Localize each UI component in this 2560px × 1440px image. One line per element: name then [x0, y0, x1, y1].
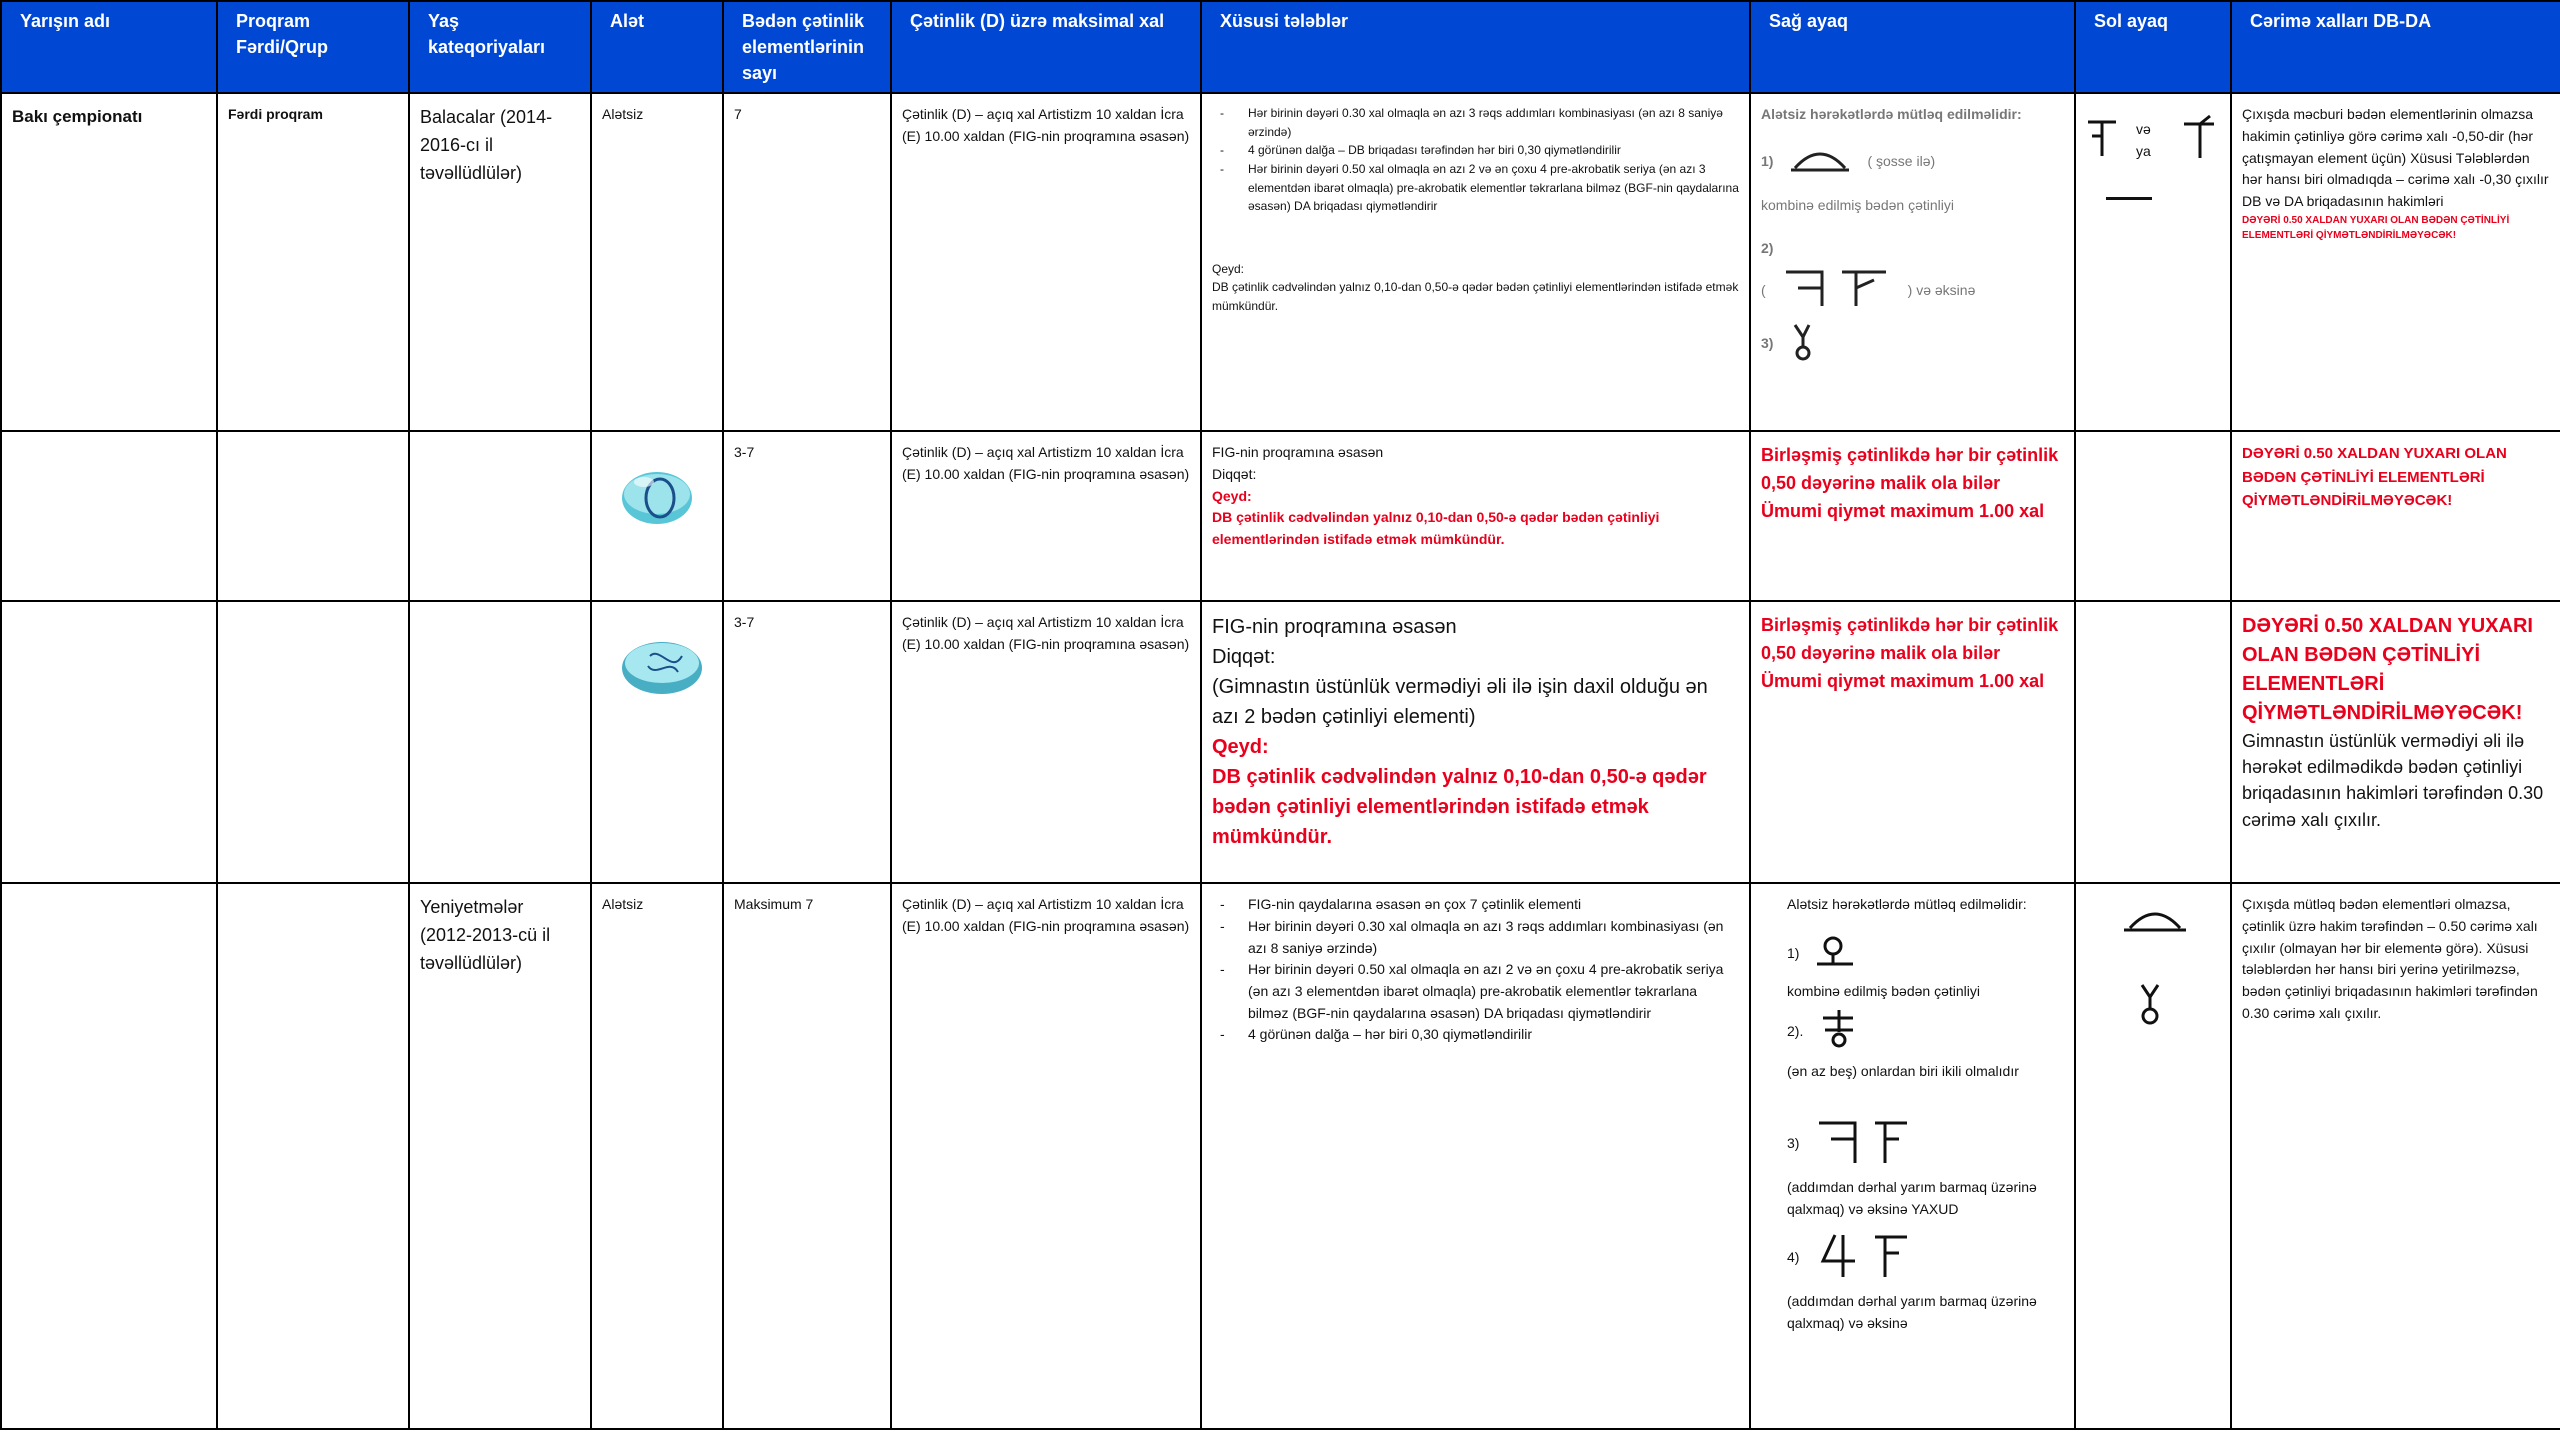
left-foot-text: və ya [2136, 120, 2151, 159]
right-foot-max: Ümumi qiymət maximum 1.00 xal [1761, 501, 2045, 522]
note-title: Qeyd: [1212, 487, 1252, 504]
element-count: 3-7 [723, 431, 891, 601]
table-row [1, 93, 2560, 431]
chaine-symbol-icon [2122, 902, 2220, 943]
table-row [1, 431, 2560, 601]
age-category: Yeniyetmələr (2012-2013-cü il təvəllüdlülər) [409, 883, 591, 1429]
jump-symbol-icon [2136, 981, 2220, 1034]
list-item: - Hər birinin dəyəri 0.50 xal olmaqla ən azı 2 və ən çoxu 4 pre-akrobatik seriya (ən azı 3 elementdən ibarət olmaqla) pre-akrobatik elementlər təkrarlana bilməz (BGF-nin qaydalarına əsasən) DA briqadası qiymətləndirir [1212, 160, 1739, 216]
special-line: FIG-nin proqramına əsasən [1212, 616, 1457, 639]
header-special: Xüsusi tələblər [1201, 1, 1750, 93]
right-foot-item3: (addımdan dərhal yarım barmaq üzərinə qalxmaq) və əksinə YAXUD [1787, 1179, 2037, 1218]
penalty-cell: Çıxışda mütləq bədən elementləri olmazsa, çətinlik üzrə hakim tərəfindən – 0.50 cərimə xalı çıxılır (olmayan hər bir elementə görə). Xüsusi tələblərdən hər hansı biri yerinə yetirilməzsə, bədən çətinliyi briqadasının hakimləri tərəfindən 0.30 cərimə xalı çıxılır. [2231, 883, 2560, 1429]
age-category: Balacalar (2014-2016-cı il təvəllüdlülər) [409, 93, 591, 431]
note-text: DB çətinlik cədvəlindən yalnız 0,10-dan 0,50-ə qədər bədən çətinliyi elementlərindən istifadə etmək mümkündür. [1212, 280, 1739, 314]
special-line: (Gimnastın üstünlük vermədiyi əli ilə işin daxil olduğu ən azı 2 bədən çətinliyi elementi) [1212, 676, 1708, 729]
special-requirements [1201, 431, 1750, 601]
chaine-symbol-icon [1789, 144, 1851, 181]
note-title: Qeyd: [1212, 261, 1245, 276]
right-foot-combined: kombinə edilmiş bədən çətinliyi [1761, 196, 1954, 213]
right-foot-cell [1750, 431, 2075, 601]
list-item: - Hər birinin dəyəri 0.50 xal olmaqla ən azı 2 və ən çoxu 4 pre-akrobatik seriya (ən azı 3 elementdən ibarət olmaqla) pre-akrobatik elementlər təkrarlana bilməz (BGF-nin qaydalarına əsasən) DA briqadası qiymətləndirir [1212, 959, 1739, 1024]
header-right-foot: Sağ ayaq [1750, 1, 2075, 93]
element-count: Maksimum 7 [723, 883, 891, 1429]
right-foot-intro: Alətsiz hərəkətlərdə mütləq edilməlidir: [1787, 896, 2027, 913]
note-title: Qeyd: [1212, 736, 1269, 759]
passe-symbol-icon [1815, 934, 1855, 975]
pivot-symbol-icon [1815, 1117, 1911, 1172]
difficulty-text: Çətinlik (D) – açıq xal Artistizm 10 xaldan İcra (E) 10.00 xaldan (FIG-nin proqramına əsasən) [891, 93, 1201, 431]
apparatus-cell [591, 431, 723, 601]
ball-icon [620, 638, 704, 696]
element-count: 3-7 [723, 601, 891, 883]
table-row [1, 601, 2560, 883]
difficulty-text: Çətinlik (D) – açıq xal Artistizm 10 xaldan İcra (E) 10.00 xaldan (FIG-nin proqramına əsasən) [891, 601, 1201, 883]
special-line: Diqqət: [1212, 646, 1276, 669]
difficulty-text: Çətinlik (D) – açıq xal Artistizm 10 xaldan İcra (E) 10.00 xaldan (FIG-nin proqramına əsasən) [891, 431, 1201, 601]
special-line: Diqqət: [1212, 465, 1257, 482]
table-row [1, 883, 2560, 1429]
list-item: - 4 görünən dalğa – DB briqadası tərəfindən hər biri 0,30 qiymətləndirilir [1212, 141, 1739, 160]
penalty-cell [2231, 93, 2560, 431]
list-item: - Hər birinin dəyəri 0.30 xal olmaqla ən azı 3 rəqs addımları kombinasiyası (ən azı 8 saniyə ərzində) [1212, 916, 1739, 959]
special-requirements [1201, 93, 1750, 431]
right-foot-item4: (addımdan dərhal yarım barmaq üzərinə qalxmaq) və əksinə [1787, 1293, 2037, 1332]
hoop-icon [620, 468, 694, 526]
right-foot-item1: ( şosse ilə) [1867, 153, 1936, 170]
penalty-text: Gimnastın üstünlük vermədiyi əli ilə hərəkət edilmədikdə bədən çətinliyi briqadasının hakimləri tərəfindən 0.30 cərimə xalı çıxılır. [2242, 731, 2544, 830]
note-text: DB çətinlik cədvəlindən yalnız 0,10-dan 0,50-ə qədər bədən çətinliyi elementlərindən istifadə etmək mümkündür. [1212, 509, 1660, 548]
penalty-cell [2231, 601, 2560, 883]
right-foot-warning: Birləşmiş çətinlikdə hər bir çətinlik 0,50 dəyərinə malik ola bilər [1761, 615, 2059, 664]
competition-name: Bakı çempionatı [1, 93, 217, 431]
list-item: - Hər birinin dəyəri 0.30 xal olmaqla ən azı 3 rəqs addımları kombinasiyası (ən azı 8 saniyə ərzində) [1212, 104, 1739, 141]
right-foot-cell [1750, 601, 2075, 883]
right-foot-cell: Alətsiz hərəkətlərdə mütləq edilməlidir: 1) kombinə edilmiş bədən çətinliyi 2). (ən az beş) onlardan biri ikili olmalıdır 3) (addımdan dərhal yarım barmaq üzərinə qalxmaq) və əksinə YAXUD 4) (addımdan dərhal yarım barmaq üzərinə qalxmaq) və əksinə [1750, 883, 2075, 1429]
special-list [1212, 894, 1739, 1046]
apparatus: Alətsiz [591, 883, 723, 1429]
special-list [1212, 104, 1739, 216]
dash-symbol-icon [2106, 197, 2152, 200]
right-foot-cell: Alətsiz hərəkətlərdə mütləq edilməlidir: 1) ( şosse ilə) kombinə edilmiş bədən çətinliyi 2) ( ) və əksinə 3) [1750, 93, 2075, 431]
header-row [1, 1, 2560, 93]
penalty-warning: DƏYƏRİ 0.50 XALDAN YUXARI OLAN BƏDƏN ÇƏTİNLİYİ ELEMENTLƏRİ QİYMƏTLƏNDİRİLMƏYƏCƏK! [2242, 615, 2533, 725]
right-foot-warning: Birləşmiş çətinlikdə hər bir çətinlik 0,50 dəyərinə malik ola bilər [1761, 445, 2059, 494]
program-type: Fərdi proqram [217, 93, 409, 431]
penalty-warning: DƏYƏRİ 0.50 XALDAN YUXARI OLAN BƏDƏN ÇƏTİNLİYİ ELEMENTLƏRİ QİYMƏTLƏNDİRİLMƏYƏCƏK! [2242, 445, 2507, 509]
right-foot-item2: (ən az beş) onlardan biri ikili olmalıdır [1787, 1063, 2019, 1080]
special-requirements [1201, 601, 1750, 883]
left-foot-cell [2075, 883, 2231, 1429]
arabesque-symbol-icon [2180, 114, 2220, 167]
header-penalty: Cərimə xalları DB-DA [2231, 1, 2560, 93]
apparatus-cell [591, 601, 723, 883]
difficulty-text: Çətinlik (D) – açıq xal Artistizm 10 xaldan İcra (E) 10.00 xaldan (FIG-nin proqramına əsasən) [891, 883, 1201, 1429]
balance-pair-symbol-icon [1815, 1231, 1911, 1286]
header-left-foot: Sol ayaq [2075, 1, 2231, 93]
turn-symbol-icon [1819, 1008, 1859, 1055]
apparatus: Alətsiz [591, 93, 723, 431]
header-count: Bədən çətinlik elementlərinin sayı [723, 1, 891, 93]
penalty-text: Çıxışda məcburi bədən elementlərinin olmazsa hakimin çətinliyə görə cərimə xalı -0,50-dir (hər çatışmayan element üçün) Xüsusi Tələblərdən hər hansı biri olmadıqda – cərimə xalı -0,30 çıxılır DB və DA briqadasının hakimləri [2242, 106, 2549, 210]
note-text: DB çətinlik cədvəlindən yalnız 0,10-dan 0,50-ə qədər bədən çətinliyi elementlərindən istifadə etmək mümkündür. [1212, 766, 1707, 849]
header-program: Proqram Fərdi/Qrup [217, 1, 409, 93]
left-foot-cell [2075, 93, 2231, 431]
header-difficulty: Çətinlik (D) üzrə maksimal xal [891, 1, 1201, 93]
pivot-symbol-icon [1782, 266, 1892, 315]
jump-symbol-icon [1789, 321, 1819, 368]
right-foot-item2: ) və əksinə [1907, 281, 1976, 298]
right-foot-max: Ümumi qiymət maximum 1.00 xal [1761, 671, 2045, 692]
penalty-warning: DƏYƏRİ 0.50 XALDAN YUXARI OLAN BƏDƏN ÇƏTİNLİYİ ELEMENTLƏRİ QİYMƏTLƏNDİRİLMƏYƏCƏK! [2242, 214, 2510, 241]
header-apparatus: Alət [591, 1, 723, 93]
list-item: - FIG-nin qaydalarına əsasən ən çox 7 çətinlik elementi [1212, 894, 1739, 916]
special-requirements [1201, 883, 1750, 1429]
element-count: 7 [723, 93, 891, 431]
right-foot-intro: Alətsiz hərəkətlərdə mütləq edilməlidir: [1761, 106, 2022, 123]
penalty-cell [2231, 431, 2560, 601]
header-competition: Yarışın adı [1, 1, 217, 93]
balance-symbol-icon [2086, 116, 2120, 165]
right-foot-combined: kombinə edilmiş bədən çətinliyi [1787, 982, 1980, 999]
list-item: - 4 görünən dalğa – hər biri 0,30 qiymətləndirilir [1212, 1024, 1739, 1046]
special-line: FIG-nin proqramına əsasən [1212, 444, 1384, 461]
header-age: Yaş kateqoriyaları [409, 1, 591, 93]
